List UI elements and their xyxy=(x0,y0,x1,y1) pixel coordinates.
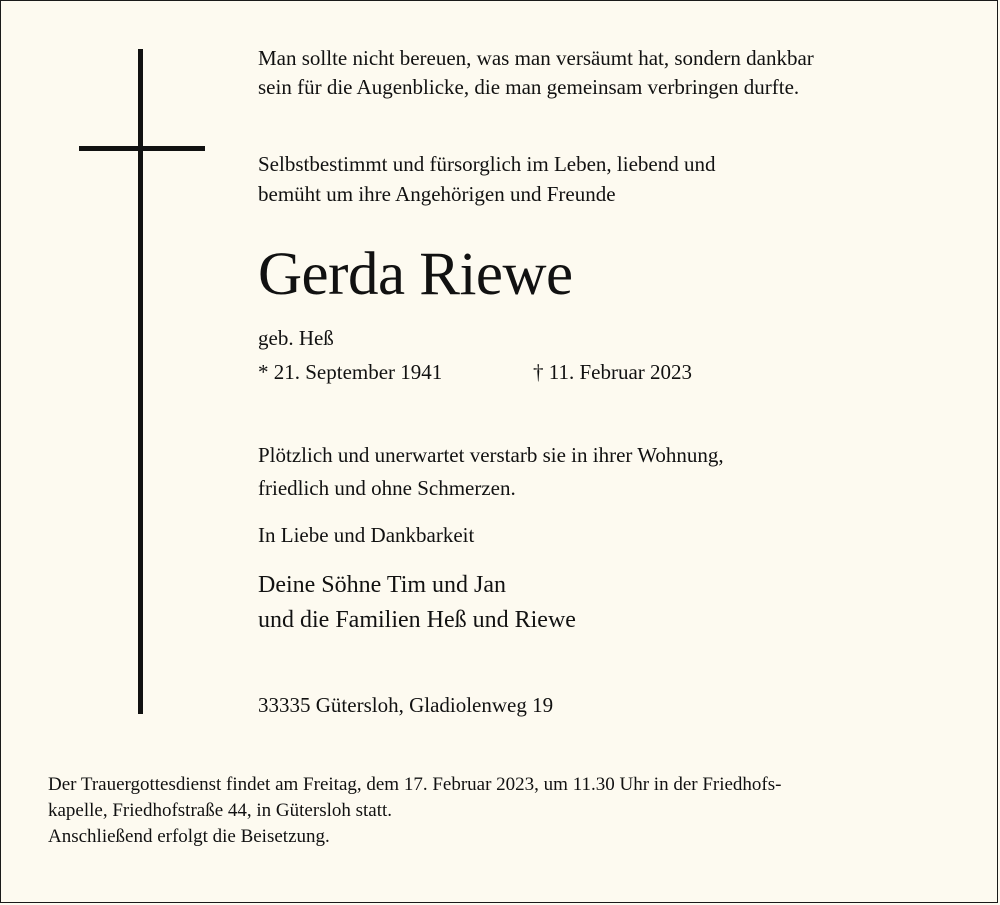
tribute-line: Selbstbestimmt und fürsorglich im Leben, liebend und xyxy=(258,152,716,176)
death-date: † 11. Februar 2023 xyxy=(533,360,693,384)
mourners-line: und die Familien Heß und Riewe xyxy=(258,607,576,633)
tribute-text xyxy=(258,149,715,209)
funeral-service-line: kapelle, Friedhofstraße 44, in Gütersloh statt. xyxy=(48,800,393,821)
memorial-quote-line: Man sollte nicht bereuen, was man versäumt hat, sondern dankbar xyxy=(258,46,814,70)
funeral-service-info xyxy=(48,772,963,850)
family-address: 33335 Gütersloh, Gladiolenweg 19 xyxy=(258,693,554,717)
deceased-name: Gerda Riewe xyxy=(258,241,573,308)
life-dates xyxy=(258,358,693,386)
funeral-service-line: Anschließend erfolgt die Beisetzung. xyxy=(48,826,330,847)
mourners xyxy=(258,568,576,638)
funeral-service-line: Der Trauergottesdienst findet am Freitag, dem 17. Februar 2023, um 11.30 Uhr in der Friedhofs- xyxy=(48,774,782,795)
birth-date: * 21. September 1941 xyxy=(258,360,443,384)
cross-icon xyxy=(79,49,205,714)
closing-phrase: In Liebe und Dankbarkeit xyxy=(258,523,475,547)
memorial-quote-line: sein für die Augenblicke, die man gemeinsam verbringen durfte. xyxy=(258,75,800,99)
death-circumstance-line: Plötzlich und unerwartet verstarb sie in ihrer Wohnung, xyxy=(258,443,724,467)
memorial-quote xyxy=(258,44,814,102)
death-circumstance-line: friedlich und ohne Schmerzen. xyxy=(258,476,516,500)
tribute-line: bemüht um ihre Angehörigen und Freunde xyxy=(258,182,616,206)
cross-horizontal-bar xyxy=(79,146,205,151)
death-circumstance xyxy=(258,439,724,505)
mourners-line: Deine Söhne Tim und Jan xyxy=(258,572,507,598)
birth-name: geb. Heß xyxy=(258,326,334,350)
